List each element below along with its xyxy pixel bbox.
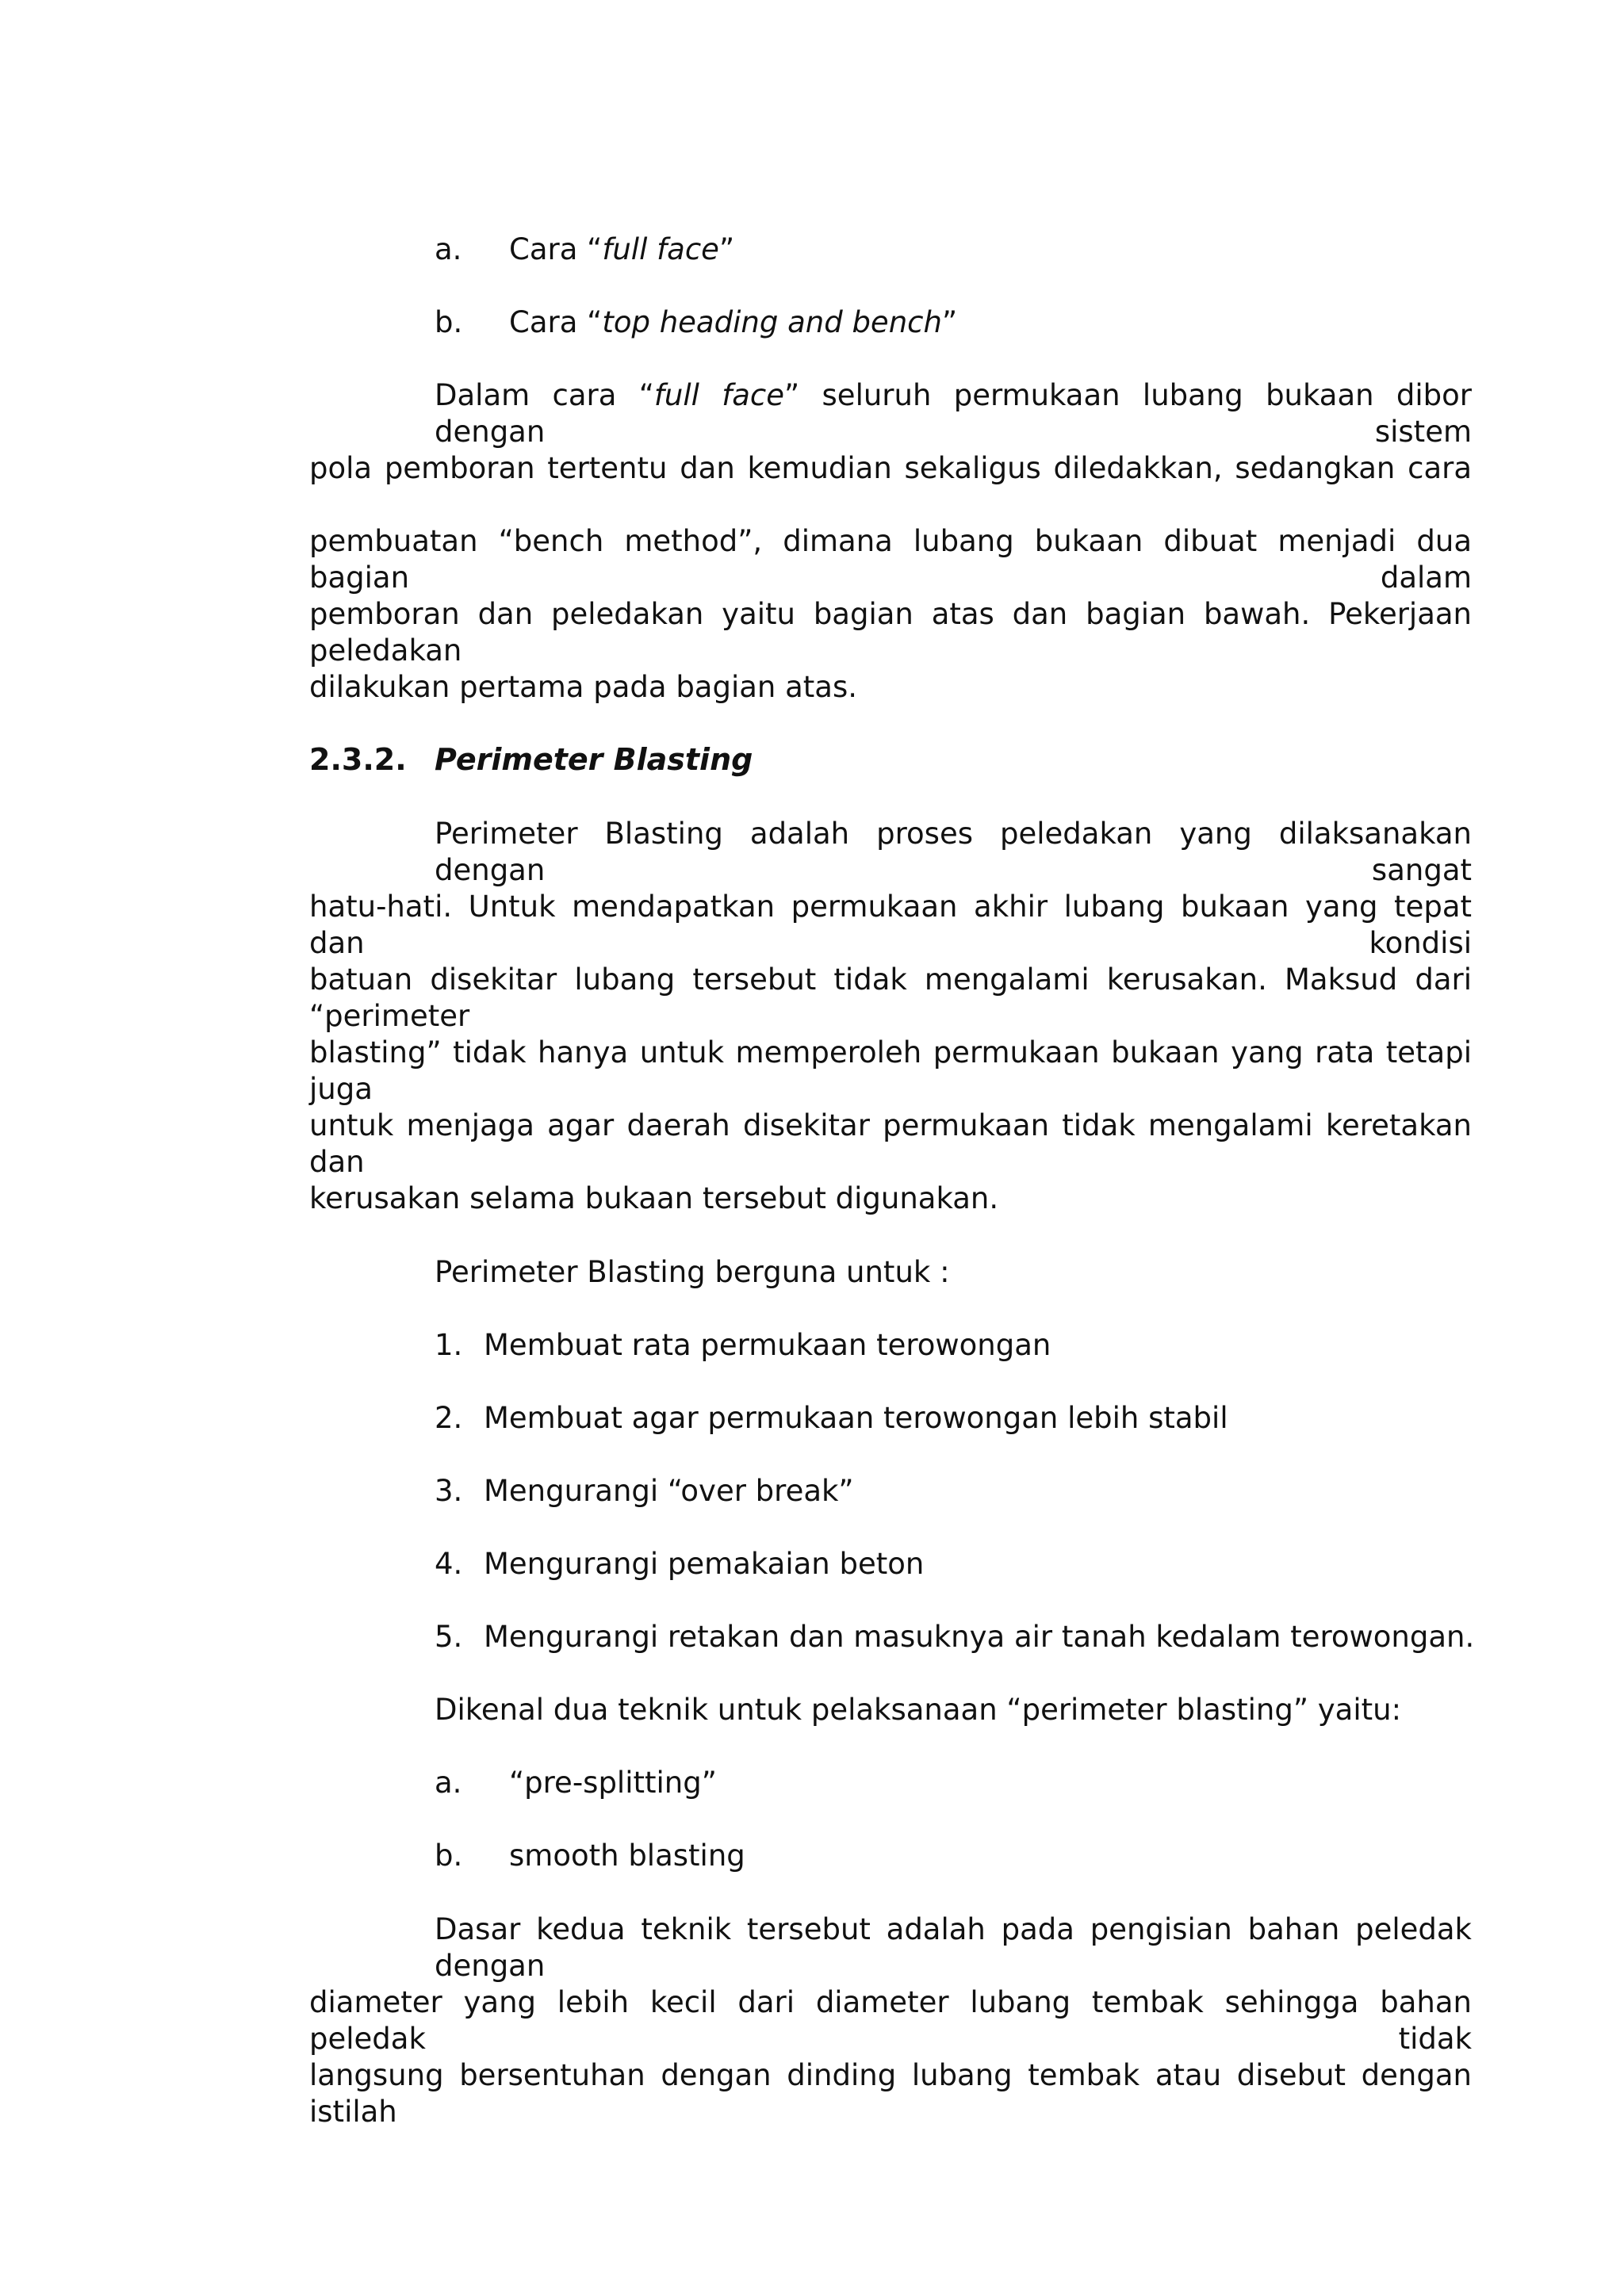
paragraph-line [435,377,1472,450]
list-marker: 3. [435,1474,463,1508]
list-item [509,304,957,341]
list-item: Mengurangi “over break” [484,1474,854,1508]
list-marker: 1. [435,1328,463,1362]
paragraph-line: blasting” tidak hanya untuk memperoleh permukaan bukaan yang rata tetapi juga [309,1035,1472,1106]
paragraph-line: Perimeter Blasting berguna untuk : [435,1255,950,1289]
paragraph-line: kerusakan selama bukaan tersebut digunakan. [309,1181,999,1215]
list-marker: 2. [435,1401,463,1435]
paragraph-line: diameter yang lebih kecil dari diameter lubang tembak sehingga bahan peledak tidak [309,1985,1472,2056]
paragraph-line: dilakukan pertama pada bagian atas. [309,670,858,704]
paragraph-line: pola pemboran tertentu dan kemudian sekaligus diledakkan, sedangkan cara [309,451,1472,485]
list-item-suffix: ” [718,232,735,266]
list-marker: 4. [435,1547,463,1581]
paragraph-line: pemboran dan peledakan yaitu bagian atas dan bagian bawah. Pekerjaan peledakan [309,597,1472,668]
paragraph-line: batuan disekitar lubang tersebut tidak mengalami kerusakan. Maksud dari “perimeter [309,962,1472,1033]
text-run-italic: full face [653,378,785,412]
list-item: Mengurangi retakan dan masuknya air tanah kedalam terowongan. [484,1620,1475,1654]
list-marker: b. [435,1839,463,1873]
list-marker: a. [435,1766,462,1800]
paragraph-line: langsung bersentuhan dengan dinding lubang tembak atau disebut dengan istilah [309,2058,1472,2129]
list-item: “pre-splitting” [509,1766,717,1800]
section-title: Perimeter Blasting [435,742,753,777]
paragraph-line: untuk menjaga agar daerah disekitar permukaan tidak mengalami keretakan dan [309,1108,1472,1179]
list-item: smooth blasting [509,1839,745,1873]
paragraph-line: Perimeter Blasting adalah proses peledakan yang dilaksanakan dengan sangat [435,817,1472,887]
list-item [509,232,734,268]
section-number: 2.3.2. [309,742,407,777]
paragraph-line: Dikenal dua teknik untuk pelaksanaan “perimeter blasting” yaitu: [435,1693,1402,1727]
text-run: Dalam cara “ [435,378,654,412]
list-item-italic: full face [602,232,719,266]
paragraph-line: hatu-hati. Untuk mendapatkan permukaan akhir lubang bukaan yang tepat dan kondisi [309,890,1472,960]
list-marker: b. [435,305,463,339]
list-marker: a. [435,232,462,266]
list-item-suffix: ” [941,305,958,339]
list-item-prefix: Cara “ [509,232,603,266]
list-item-prefix: Cara “ [509,305,603,339]
list-item-italic: top heading and bench [602,305,942,339]
paragraph-line: Dasar kedua teknik tersebut adalah pada pengisian bahan peledak dengan [435,1912,1472,1983]
paragraph-line: pembuatan “bench method”, dimana lubang bukaan dibuat menjadi dua bagian dalam [309,524,1472,595]
list-marker: 5. [435,1620,463,1654]
list-item: Membuat rata permukaan terowongan [484,1328,1051,1362]
list-item: Mengurangi pemakaian beton [484,1547,925,1581]
text-run: ” seluruh permukaan lubang bukaan dibor dengan sistem [435,378,1472,449]
list-item: Membuat agar permukaan terowongan lebih stabil [484,1401,1228,1435]
